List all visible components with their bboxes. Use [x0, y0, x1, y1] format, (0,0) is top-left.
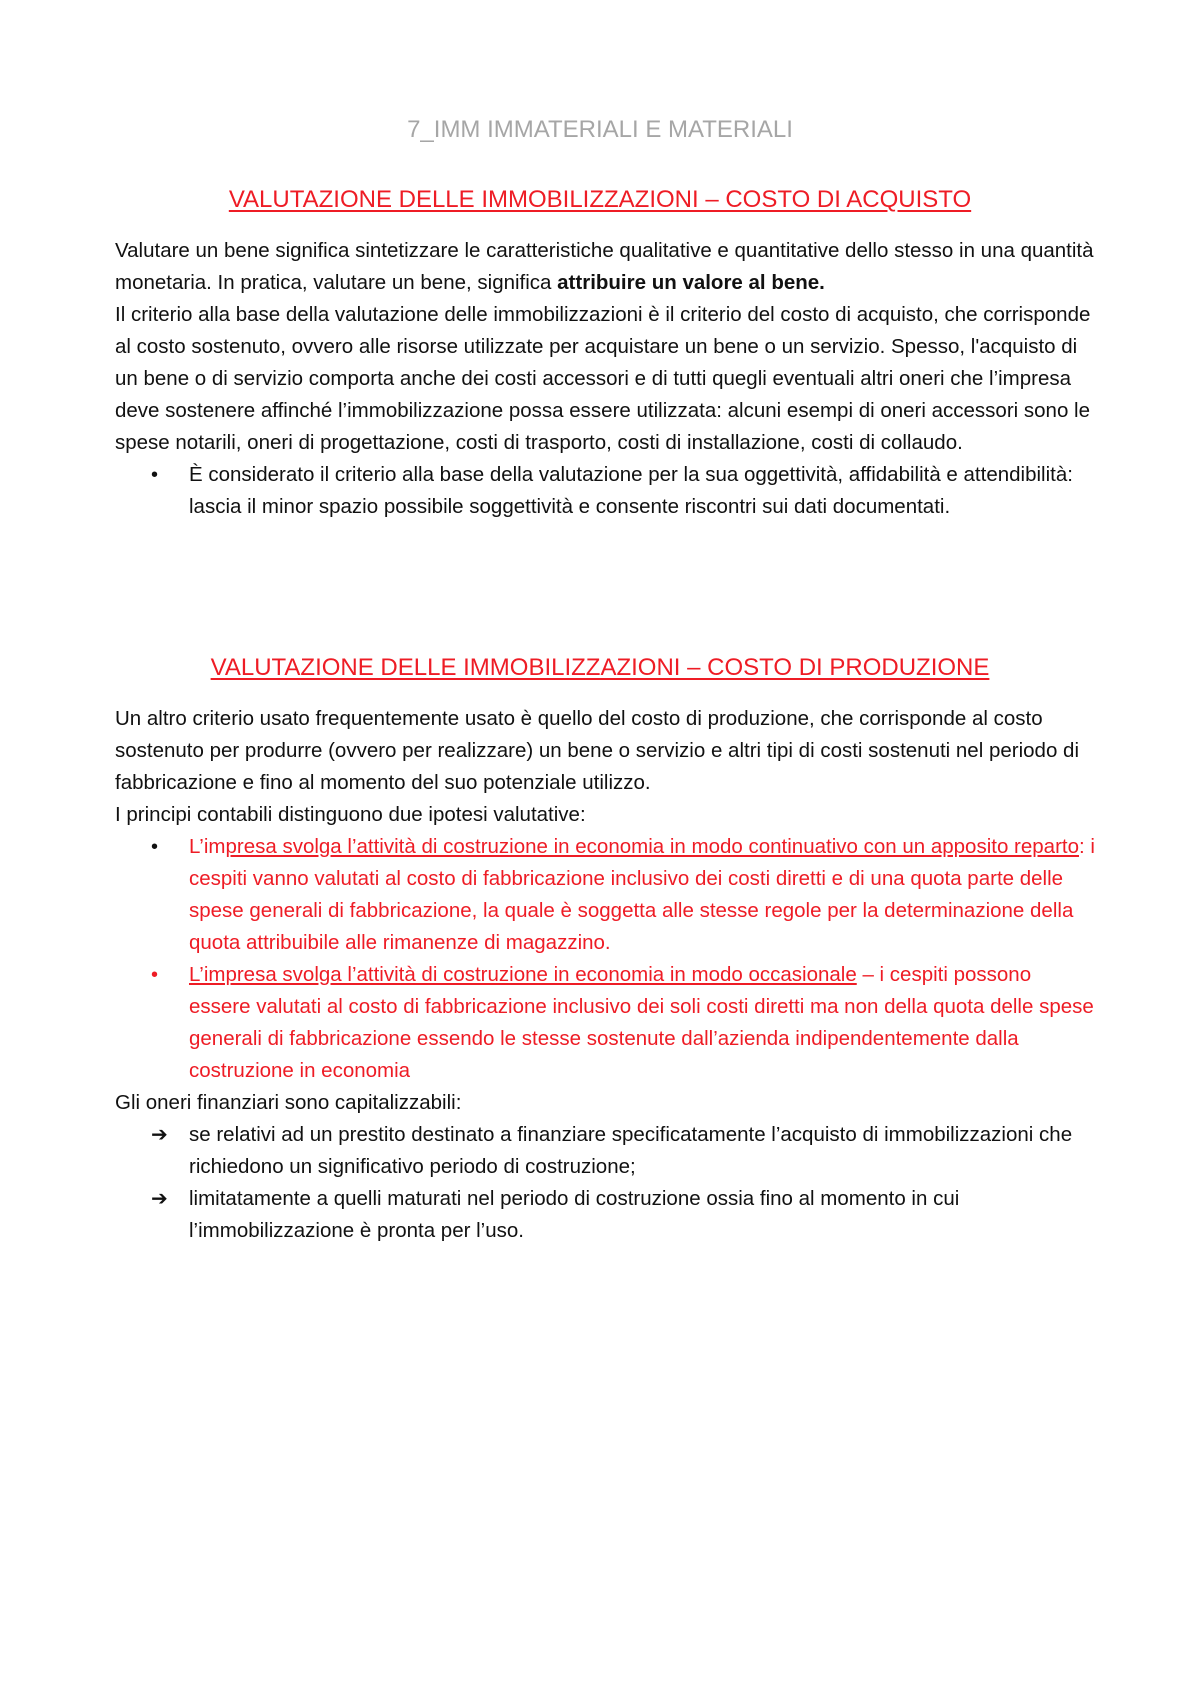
bullet-icon: • — [151, 964, 159, 986]
list-item — [115, 459, 1095, 523]
list-item-text: – i cespiti possono essere valutati al costo di fabbricazione inclusivo dei soli costi diretti ma non della quota delle spese generali di fabbricazione essendo le stesse sostenute dall’azienda indipendentemente dalla costruzione in economia — [189, 963, 1094, 1082]
list-item-text: : i cespiti vanno valutati al costo di fabbricazione inclusivo dei costi diretti e di una quota parte delle spese generali di fabbricazione, la quale è soggetta alle stesse regole per la determinazione della quota attribuibile alle rimanenze di magazzino. — [189, 835, 1095, 954]
paragraph-text: Valutare un bene significa sintetizzare le caratteristiche qualitative e quantitative dello stesso in una quantità monetaria. In pratica, valutare un bene, significa — [115, 239, 1094, 294]
list-item-text: È considerato il criterio alla base della valutazione per la sua oggettività, affidabilità e attendibilità: lascia il minor spazio possibile soggettività e consente riscontri sui dati documentati. — [189, 463, 1073, 518]
bullet-icon: • — [151, 836, 159, 858]
list-item — [115, 1183, 1095, 1247]
bullet-list — [115, 831, 1095, 1087]
list-item-text: limitatamente a quelli maturati nel periodo di costruzione ossia fino al momento in cui l’immobilizzazione è pronta per l’uso. — [189, 1187, 960, 1242]
bullet-list — [115, 459, 1095, 523]
list-item — [115, 831, 1095, 959]
underlined-phrase: presa svolga l’attività di costruzione in economia in modo continuativo con un apposito reparto — [225, 835, 1079, 858]
paragraph-oneri: Gli oneri finanziari sono capitalizzabili: — [115, 1091, 462, 1114]
paragraph-definition — [115, 235, 1095, 299]
paragraph-costo-produzione: Un altro criterio usato frequentemente usato è quello del costo di produzione, che corrisponde al costo sostenuto per produrre (ovvero per realizzare) un bene o servizio e altri tipi di costi sostenuti nel periodo di fabbricazione e fino al momento del suo potenziale utilizzo. — [115, 707, 1080, 794]
arrow-list — [115, 1119, 1095, 1247]
list-item — [115, 1119, 1095, 1183]
list-item-prefix: L’im — [189, 835, 226, 858]
underlined-phrase: L’impresa svolga l’attività di costruzione in economia in modo occasionale — [189, 963, 857, 986]
document-title: 7_IMM IMMATERIALI E MATERIALI — [407, 116, 793, 143]
bold-period: . — [819, 271, 825, 294]
section-heading-costo-acquisto: VALUTAZIONE DELLE IMMOBILIZZAZIONI – COSTO DI ACQUISTO — [228, 186, 972, 213]
bold-phrase: attribuire un valore al bene — [557, 271, 820, 294]
paragraph-principi: I principi contabili distinguono due ipotesi valutative: — [115, 803, 586, 826]
section-heading-costo-produzione: VALUTAZIONE DELLE IMMOBILIZZAZIONI – COSTO DI PRODUZIONE — [210, 654, 990, 681]
list-item — [115, 959, 1095, 1087]
paragraph-criterio: Il criterio alla base della valutazione delle immobilizzazioni è il criterio del costo di acquisto, che corrisponde al costo sostenuto, ovvero alle risorse utilizzate per acquistare un bene o un servizio. Spesso, l'acquisto di un bene o di servizio comporta anche dei costi accessori e di tutti quegli eventuali altri oneri che l’impresa deve sostenere affinché l’immobilizzazione possa essere utilizzata: alcuni esempi di oneri accessori sono le spese notarili, oneri di progettazione, costi di trasporto, costi di installazione, costi di collaudo. — [115, 303, 1091, 454]
section-body-costo-produzione — [115, 703, 1095, 1247]
list-item-text: se relativi ad un prestito destinato a finanziare specificatamente l’acquisto di immobilizzazioni che richiedono un significativo periodo di costruzione; — [189, 1123, 1073, 1178]
arrow-right-icon: ➔ — [151, 1124, 168, 1146]
section-body-costo-acquisto — [115, 235, 1095, 523]
bullet-icon: • — [151, 464, 159, 486]
arrow-right-icon: ➔ — [151, 1188, 168, 1210]
